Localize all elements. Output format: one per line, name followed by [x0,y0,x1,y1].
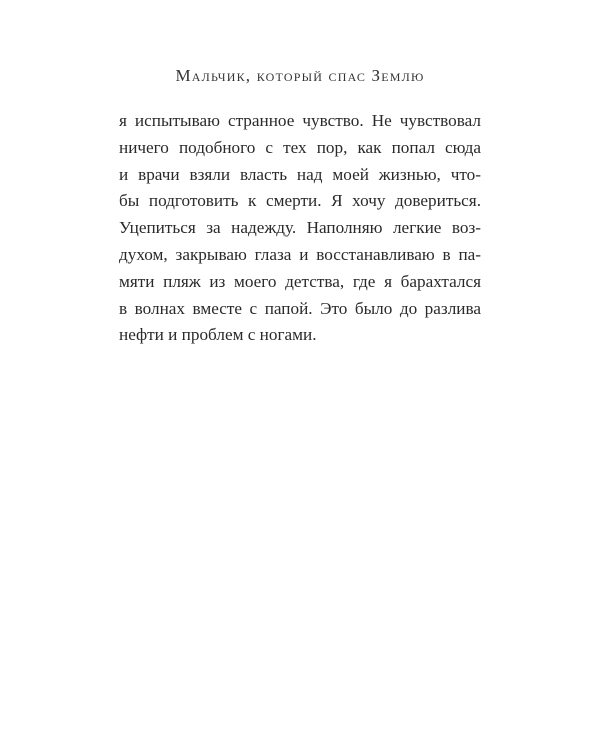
text-line: ничего подобного с тех пор, как попал сюда [119,137,481,157]
text-line: я испытываю странное чувство. Не чувствовал [119,111,481,130]
text-line: и врачи взяли власть над моей жизнью, что- [119,164,481,184]
text-line: духом, закрываю глаза и восстанавливаю в па- [119,244,481,264]
body-text [119,108,481,349]
text-line: бы подготовить к смерти. Я хочу довериться. [119,191,481,211]
text-line: нефти и проблем с ногами. [119,325,317,345]
text-line: в волнах вместе с папой. Это было до разлива [119,298,481,318]
running-header: Мальчик, который спас Землю [175,66,425,85]
text-line: Уцепиться за надежду. Наполняю легкие воз- [119,218,481,238]
text-line: мяти пляж из моего детства, где я барахтался [119,271,481,291]
